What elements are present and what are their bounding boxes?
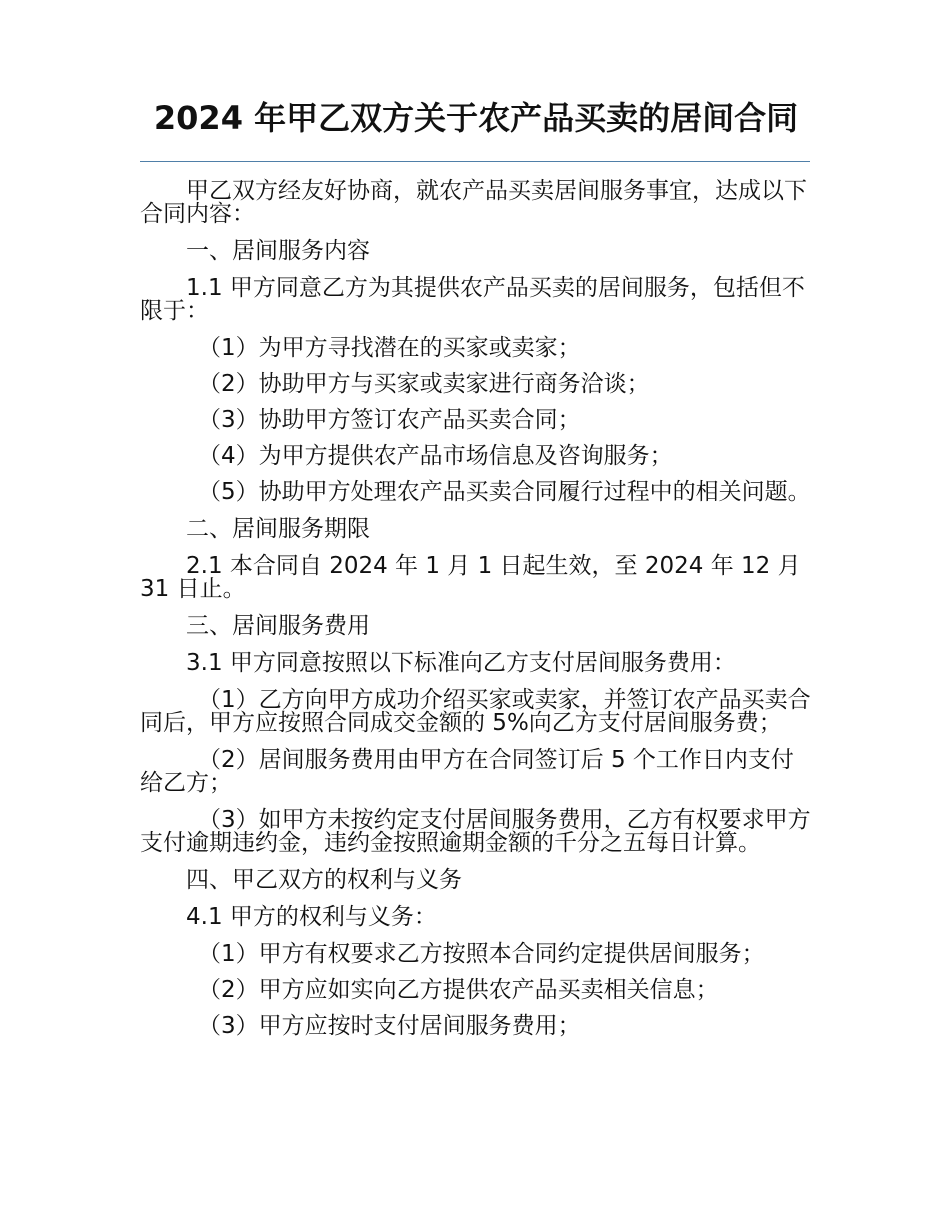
clause-item: （2）甲方应如实向乙方提供农产品买卖相关信息； (198, 977, 719, 1003)
clause-1-1: 1.1 甲方同意乙方为其提供农产品买卖的居间服务，包括但不限于： (140, 275, 805, 324)
paragraph-intro: 甲乙双方经友好协商，就农产品买卖居间服务事宜，达成以下合同内容： (140, 178, 807, 227)
clause-item: （1）为甲方寻找潜在的买家或卖家； (198, 335, 581, 361)
clause-item: （1）甲方有权要求乙方按照本合同约定提供居间服务； (198, 941, 765, 967)
clause-item: （2）居间服务费用由甲方在合同签订后 5 个工作日内支付给乙方； (140, 747, 794, 796)
clause-item: （3）协助甲方签订农产品买卖合同； (198, 407, 581, 433)
title-underline (140, 161, 810, 162)
clause-4-1: 4.1 甲方的权利与义务： (186, 904, 437, 930)
clause-item: （1）乙方向甲方成功介绍买家或卖家，并签订农产品买卖合同后，甲方应按照合同成交金额的 5%向乙方支付居间服务费； (140, 687, 811, 736)
clause-3-1: 3.1 甲方同意按照以下标准向乙方支付居间服务费用： (186, 650, 736, 676)
section-heading-3: 三、居间服务费用 (186, 613, 370, 639)
section-heading-4: 四、甲乙双方的权利与义务 (186, 867, 462, 893)
document-body (140, 180, 812, 1051)
clause-2-1: 2.1 本合同自 2024 年 1 月 1 日起生效，至 2024 年 12 月 31 日止。 (140, 553, 801, 602)
clause-item: （2）协助甲方与买家或卖家进行商务洽谈； (198, 371, 650, 397)
document-title: 2024 年甲乙双方关于农产品买卖的居间合同 (153, 99, 799, 137)
section-heading-1: 一、居间服务内容 (186, 238, 370, 264)
clause-item: （5）协助甲方处理农产品买卖合同履行过程中的相关问题。 (198, 479, 811, 505)
section-heading-2: 二、居间服务期限 (186, 516, 370, 542)
clause-item: （3）如甲方未按约定支付居间服务费用，乙方有权要求甲方支付逾期违约金，违约金按照逾期金额的千分之五每日计算。 (140, 807, 811, 856)
clause-item: （3）甲方应按时支付居间服务费用； (198, 1013, 581, 1039)
clause-item: （4）为甲方提供农产品市场信息及咨询服务； (198, 443, 673, 469)
